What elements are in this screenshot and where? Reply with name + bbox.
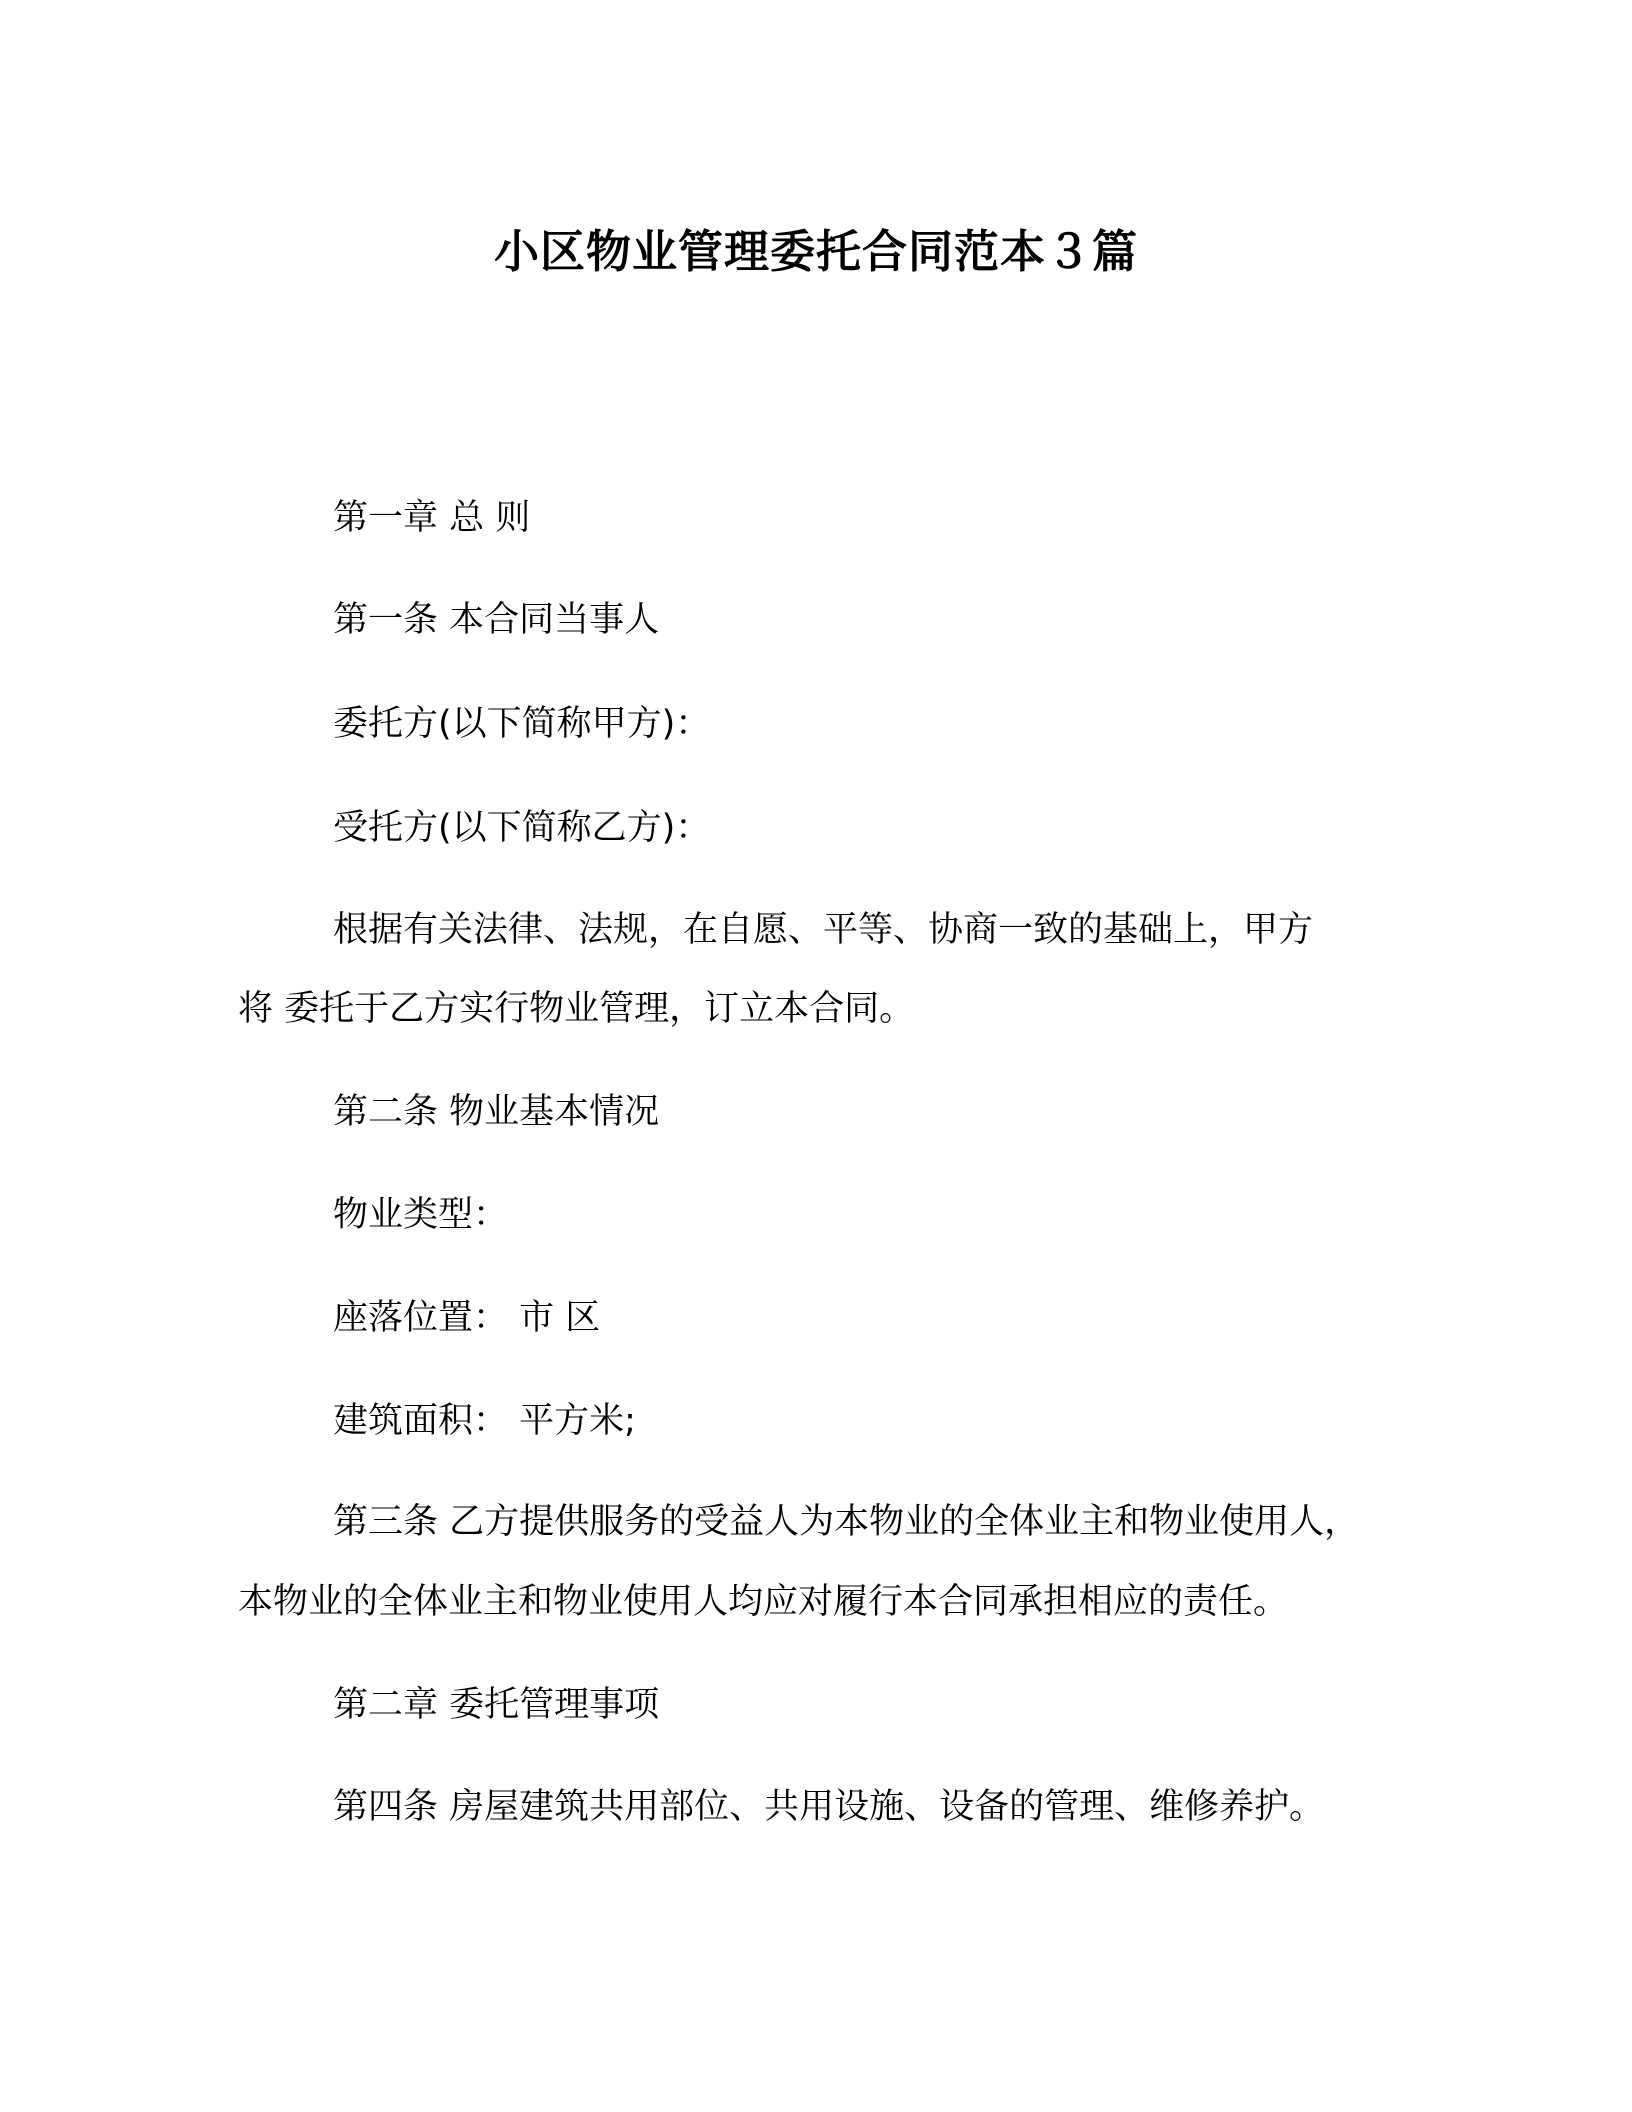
paragraph-line: 受托方(以下简称乙方)： (333, 808, 711, 848)
paragraph-line: 将 委托于乙方实行物业管理，订立本合同。 (238, 989, 915, 1029)
paragraph-line: 根据有关法律、法规，在自愿、平等、协商一致的基础上，甲方 (333, 910, 1314, 950)
paragraph-line: 建筑面积： 平方米; (333, 1401, 636, 1441)
article-heading: 第二条 物业基本情况 (333, 1092, 660, 1132)
paragraph-line: 座落位置： 市 区 (333, 1298, 601, 1338)
article-heading: 第四条 房屋建筑共用部位、共用设施、设备的管理、维修养护。 (333, 1787, 1325, 1827)
paragraph-line: 第三条 乙方提供服务的受益人为本物业的全体业主和物业使用人， (333, 1502, 1360, 1542)
paragraph-line: 物业类型： (333, 1195, 509, 1235)
paragraph-line: 委托方(以下简称甲方)： (333, 704, 711, 744)
chapter-heading: 第一章 总 则 (333, 498, 531, 538)
paragraph-line: 本物业的全体业主和物业使用人均应对履行本合同承担相应的责任。 (238, 1582, 1289, 1622)
document-title: 小区物业管理委托合同范本３篇 (493, 225, 1138, 278)
article-heading: 第一条 本合同当事人 (333, 600, 660, 640)
chapter-heading: 第二章 委托管理事项 (333, 1685, 660, 1725)
